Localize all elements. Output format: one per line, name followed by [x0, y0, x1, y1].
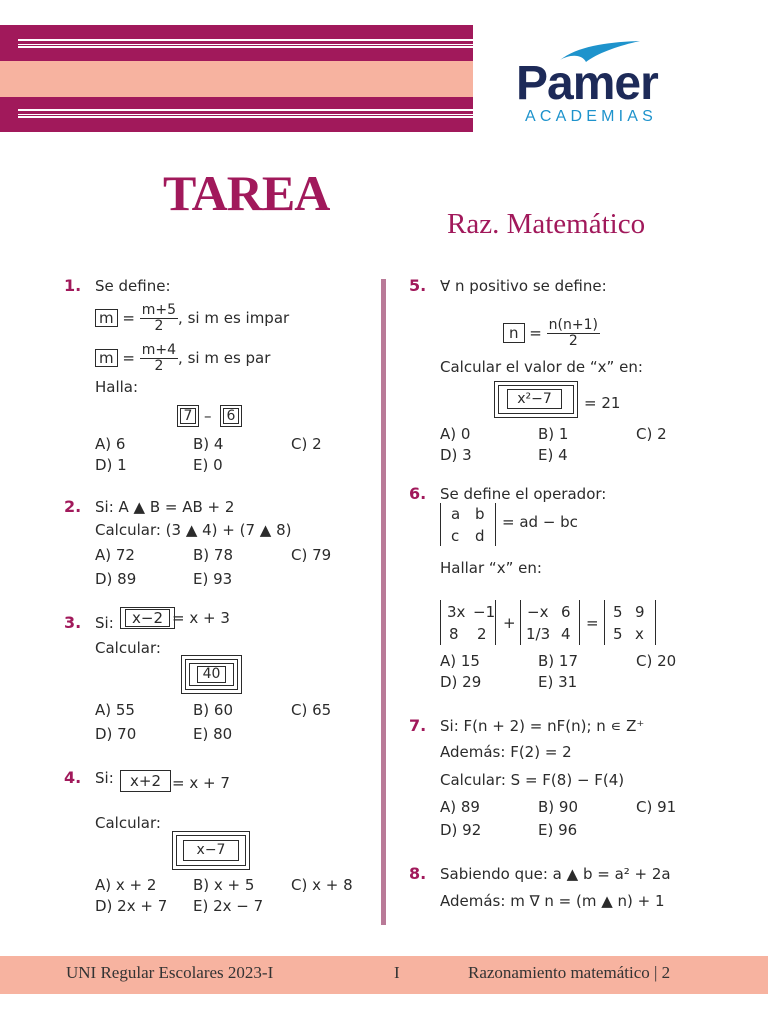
q1-box-m: m	[95, 309, 118, 327]
subject-title: Raz. Matemático	[447, 208, 646, 240]
q5-option-e: E) 4	[538, 446, 568, 464]
q1-box-m2: m	[95, 349, 118, 367]
q1-minus: –	[204, 407, 212, 425]
q8-line1: Sabiendo que: a ▲ b = a² + 2a	[440, 865, 671, 883]
q7-option-a: A) 89	[440, 798, 480, 816]
q4-option-e: E) 2x − 7	[193, 897, 264, 915]
q5-option-d: D) 3	[440, 446, 472, 464]
q6-option-d: D) 29	[440, 673, 482, 691]
q6-option-e: E) 31	[538, 673, 578, 691]
q2-option-c: C) 79	[291, 546, 332, 564]
q3-option-c: C) 65	[291, 701, 332, 719]
q4-option-a: A) x + 2	[95, 876, 157, 894]
logo-word: Pamer	[516, 57, 658, 110]
q6-determinant-1: 3x −1 8 2	[440, 600, 496, 645]
q5-def: n = $\frac{n(n+1)}{2}$	[503, 318, 600, 349]
q3-option-a: A) 55	[95, 701, 135, 719]
q5-rhs: = 21	[584, 394, 621, 412]
q6-plus: +	[503, 614, 516, 632]
q7-line2: Además: F(2) = 2	[440, 743, 572, 761]
q3-calcular: Calcular:	[95, 639, 161, 657]
q3-rhs: = x + 3	[172, 609, 230, 627]
footer-subject-page: Razonamiento matemático | 2	[468, 963, 671, 982]
q7-line1: Si: F(n + 2) = nF(n); n ∊ Z⁺	[440, 717, 645, 735]
q1-option-c: C) 2	[291, 435, 322, 453]
q1-box-7: 7	[180, 408, 196, 424]
q2-option-d: D) 89	[95, 570, 137, 588]
q1-box-6: 6	[223, 408, 239, 424]
q1-option-d: D) 1	[95, 456, 127, 474]
q5-intro: ∀ n positivo se define:	[440, 277, 607, 295]
q4-box: x+2	[125, 772, 166, 790]
q3-option-b: B) 60	[193, 701, 233, 719]
column-divider	[381, 279, 386, 925]
q2-option-b: B) 78	[193, 546, 233, 564]
question-7-number: 7.	[409, 716, 427, 735]
q4-value-box: x−7	[183, 840, 239, 861]
footer-course: UNI Regular Escolares 2023-I	[66, 963, 274, 982]
q3-option-d: D) 70	[95, 725, 137, 743]
q4-calcular: Calcular:	[95, 814, 161, 832]
q1-fraction-odd: $\frac{m+5}{2}$	[141, 302, 177, 334]
q1-option-b: B) 4	[193, 435, 224, 453]
q4-option-d: D) 2x + 7	[95, 897, 168, 915]
q6-hallar: Hallar “x” en:	[440, 559, 542, 577]
q5-fraction: $\frac{n(n+1)}{2}$	[548, 317, 598, 349]
q5-value-box: x²−7	[507, 389, 562, 409]
q7-option-e: E) 96	[538, 821, 578, 839]
q4-rhs: = x + 7	[172, 774, 230, 792]
q4-si: Si:	[95, 769, 114, 787]
logo-subtitle: ACADEMIAS	[525, 108, 658, 125]
q1-def-odd: m = $\frac{m+5}{2}$ , si m es impar	[95, 303, 289, 334]
q1-def-even: m = $\frac{m+4}{2}$ , si m es par	[95, 343, 270, 374]
pamer-logo	[516, 40, 686, 130]
page-footer	[0, 956, 768, 994]
q6-determinant-3: 5 9 5 x	[604, 600, 656, 645]
q6-option-b: B) 17	[538, 652, 578, 670]
q3-box: x−2	[125, 609, 170, 627]
banner-band	[0, 61, 473, 97]
q6-option-c: C) 20	[636, 652, 677, 670]
q1-intro: Se define:	[95, 277, 171, 295]
q3-value-box: 40	[197, 666, 226, 683]
q5-option-b: B) 1	[538, 425, 569, 443]
header-banner	[0, 25, 473, 132]
q1-fraction-even: $\frac{m+4}{2}$	[141, 342, 177, 374]
q8-line2: Además: m ∇ n = (m ▲ n) + 1	[440, 892, 665, 910]
q6-determinant-2: −x 6 1/3 4	[520, 600, 580, 645]
q3-option-e: E) 80	[193, 725, 233, 743]
q2-line2: Calcular: (3 ▲ 4) + (7 ▲ 8)	[95, 521, 292, 539]
banner-lines-top	[18, 39, 473, 48]
question-3-number: 3.	[64, 613, 82, 632]
q7-option-c: C) 91	[636, 798, 677, 816]
banner-lines-bottom	[18, 109, 473, 118]
question-8-number: 8.	[409, 864, 427, 883]
q7-line3: Calcular: S = F(8) − F(4)	[440, 771, 625, 789]
q3-box-outer	[120, 607, 175, 629]
q6-equals: =	[586, 614, 599, 632]
page-title: TAREA	[163, 165, 330, 221]
q1-halla: Halla:	[95, 378, 139, 396]
q7-option-d: D) 92	[440, 821, 482, 839]
question-2-number: 2.	[64, 497, 82, 516]
q2-option-e: E) 93	[193, 570, 233, 588]
question-1-number: 1.	[64, 276, 82, 295]
question-5-number: 5.	[409, 276, 427, 295]
q4-option-b: B) x + 5	[193, 876, 255, 894]
q7-option-b: B) 90	[538, 798, 578, 816]
q6-option-a: A) 15	[440, 652, 480, 670]
question-4-number: 4.	[64, 768, 82, 787]
question-6-number: 6.	[409, 484, 427, 503]
q3-si: Si:	[95, 614, 114, 632]
q6-rhs: = ad − bc	[502, 513, 578, 531]
q4-option-c: C) x + 8	[291, 876, 353, 894]
q5-box-n: n	[503, 323, 525, 343]
q1-option-a: A) 6	[95, 435, 126, 453]
q6-intro: Se define el operador:	[440, 485, 607, 503]
q2-line1: Si: A ▲ B = AB + 2	[95, 498, 235, 516]
footer-cycle: I	[394, 963, 400, 982]
q5-option-a: A) 0	[440, 425, 471, 443]
q4-box-outer	[120, 770, 171, 792]
q1-option-e: E) 0	[193, 456, 223, 474]
q6-determinant-def: a b c d	[440, 503, 496, 546]
q2-option-a: A) 72	[95, 546, 135, 564]
q5-calcular: Calcular el valor de “x” en:	[440, 358, 643, 376]
q5-option-c: C) 2	[636, 425, 667, 443]
